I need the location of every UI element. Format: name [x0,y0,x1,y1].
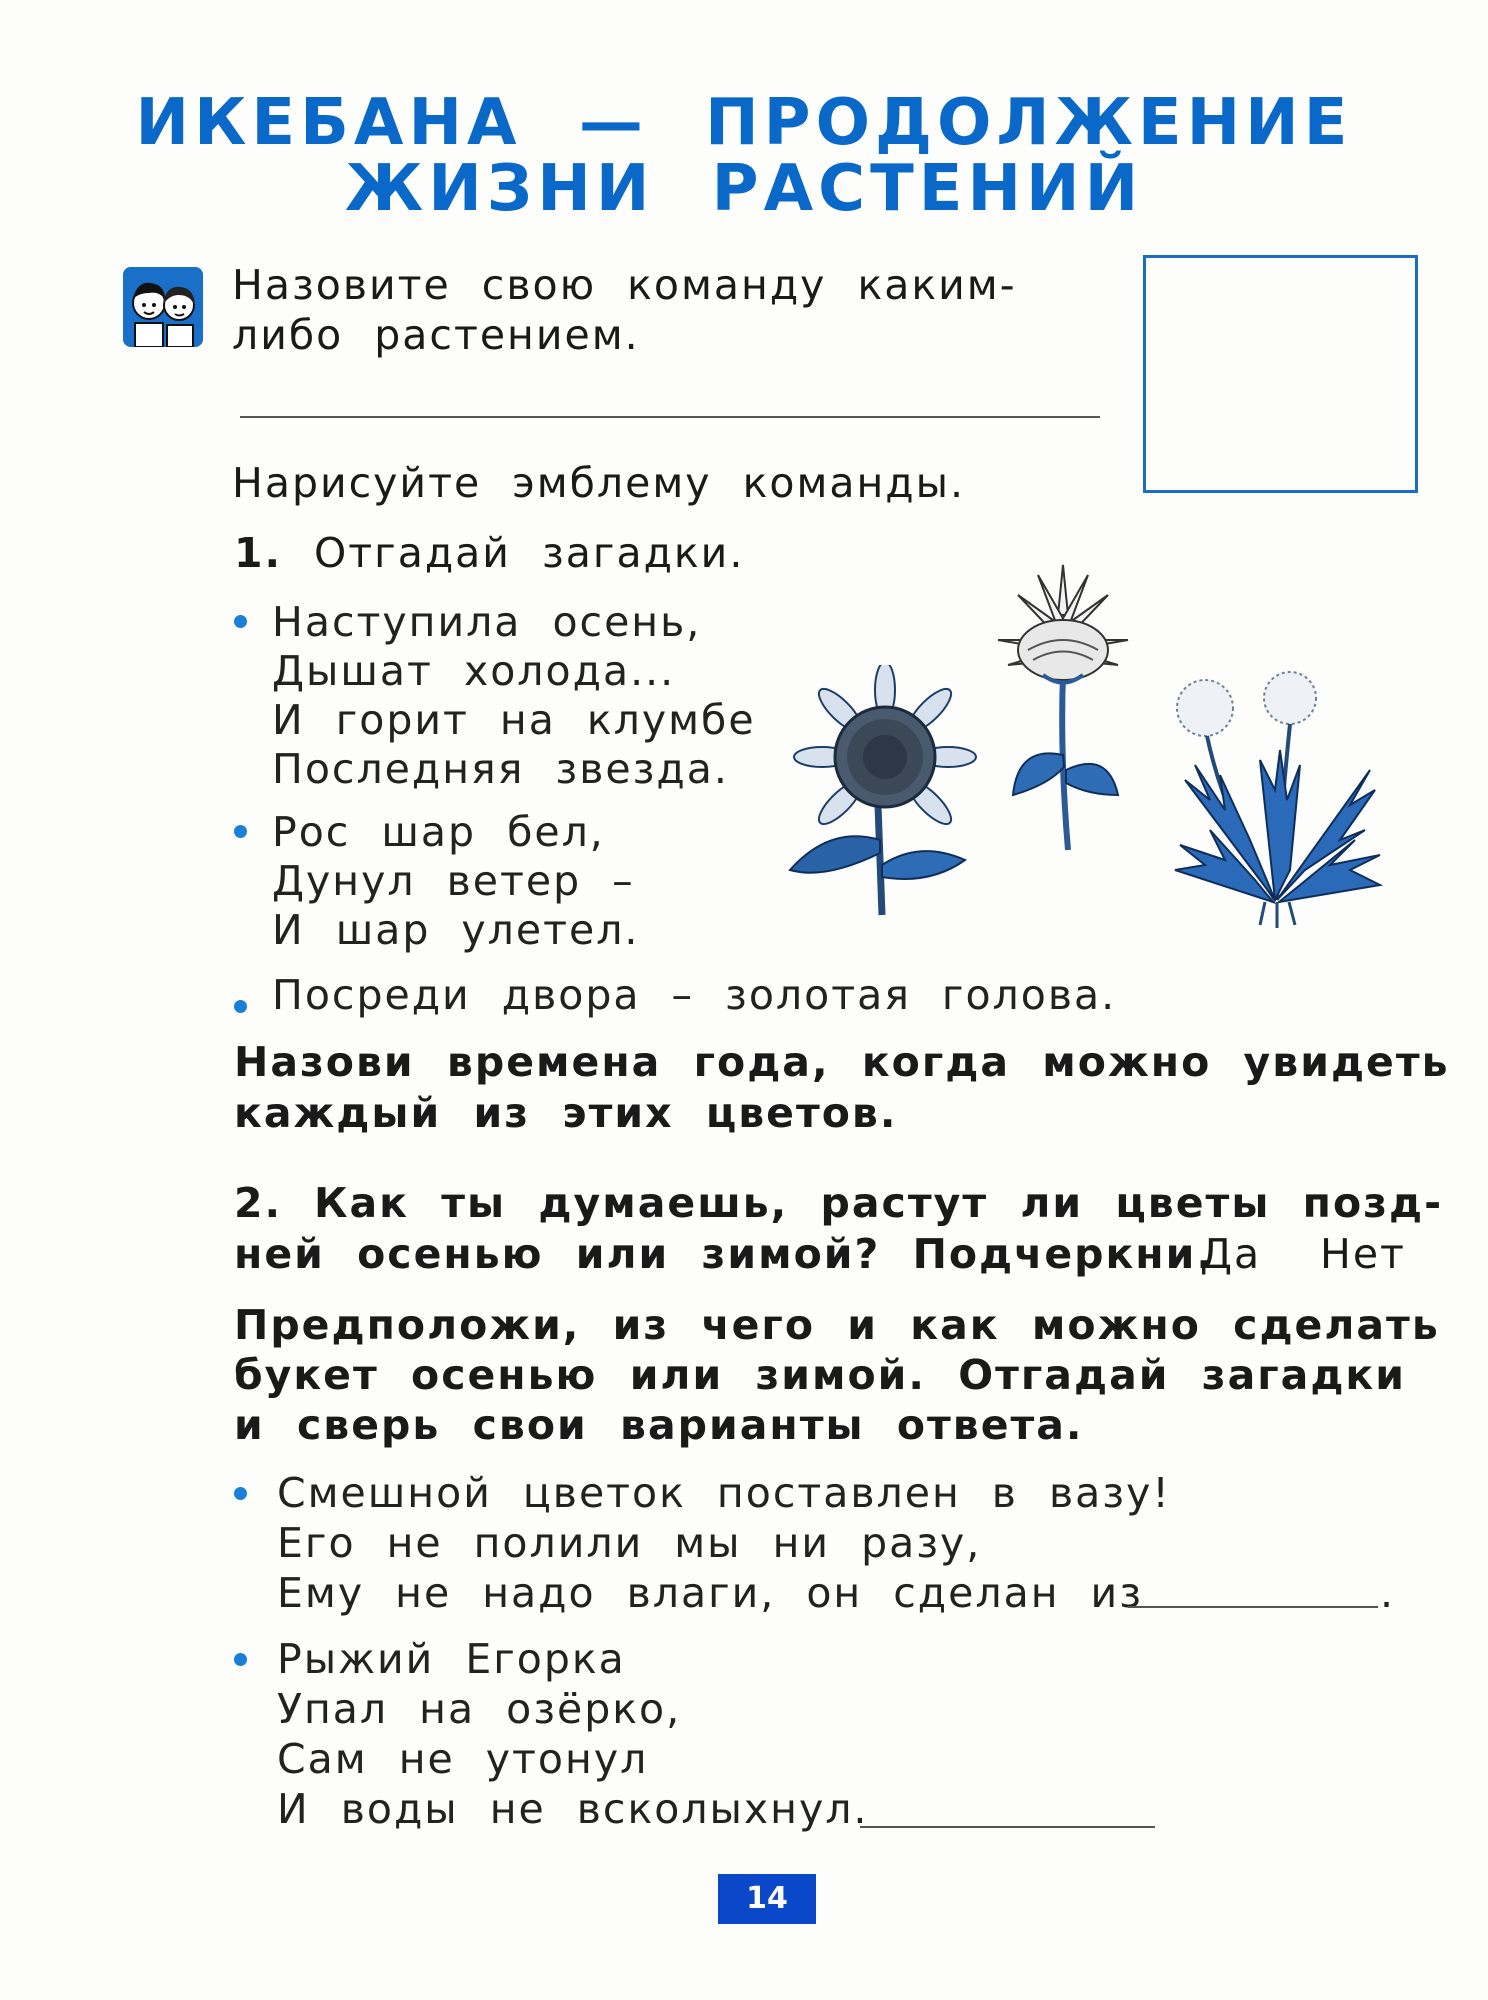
team-name-answer-line[interactable] [240,416,1100,418]
task2-line2: ней осенью или зимой? Подчеркни. [234,1230,1214,1278]
task2-line1: Как ты думаешь, растут ли цветы позд- [314,1179,1444,1227]
riddle-b-line1: Рыжий Егорка [277,1635,626,1683]
suppose-line2: букет осенью или зимой. Отгадай загадки [234,1351,1406,1399]
dandelion-illustration [1165,670,1390,930]
answer-no[interactable]: Нет [1320,1230,1406,1278]
team-instruction-line2: либо растением. [232,311,640,359]
riddle-a-answer-line[interactable] [1128,1606,1378,1608]
riddle2-line2: Дунул ветер – [272,857,635,905]
riddle3-line1: Посреди двора – золотая голова. [272,971,1117,1019]
suppose-line3: и сверь свои варианты ответа. [234,1401,1084,1449]
bullet-marker [234,1487,247,1500]
riddle2-line1: Рос шар бел, [272,808,605,856]
task1-question-line2: каждый из этих цветов. [234,1089,898,1137]
page-number-badge: 14 [718,1874,816,1924]
riddle1-line1: Наступила осень, [272,598,702,646]
suppose-line1: Предположи, из чего и как можно сделать [234,1301,1440,1349]
answer-yes[interactable]: Да [1200,1230,1262,1278]
aster-illustration [988,555,1138,855]
riddle-b-line4: И воды не всколыхнул. [277,1785,869,1833]
team-instruction-line1: Назовите свою команду каким- [232,261,1017,309]
riddle-b-line3: Сам не утонул [277,1735,649,1783]
bullet-marker [234,1653,247,1666]
riddle-a-line3: Ему не надо влаги, он сделан из [277,1569,1143,1617]
page-title-line2: ЖИЗНИ РАСТЕНИЙ [344,152,1144,226]
task1-number: 1. [234,529,283,577]
riddle1-line2: Дышат холода... [272,647,676,695]
riddle2-line3: И шар улетел. [272,906,640,954]
page-title-line1: ИКЕБАНА — ПРОДОЛЖЕНИЕ [135,86,1353,160]
riddle-a-period: . [1380,1569,1396,1617]
bullet-marker [234,825,247,838]
riddle-b-answer-line[interactable] [860,1826,1155,1828]
sunflower-illustration [770,665,985,920]
bullet-marker [234,615,247,628]
emblem-instruction: Нарисуйте эмблему команды. [232,459,966,507]
riddle1-line4: Последняя звезда. [272,745,729,793]
riddle1-line3: И горит на клумбе [272,696,756,744]
emblem-drawing-box[interactable] [1143,255,1418,493]
riddle-a-line1: Смешной цветок поставлен в вазу! [277,1469,1171,1517]
two-children-icon [123,267,203,347]
task1-question-line1: Назови времена года, когда можно увидеть [234,1038,1450,1086]
bullet-marker [234,1000,247,1013]
task2-number: 2. [234,1179,283,1227]
riddle-b-line2: Упал на озёрко, [277,1685,682,1733]
riddle-a-line2: Его не полили мы ни разу, [277,1519,982,1567]
task1-heading: Отгадай загадки. [314,529,745,577]
